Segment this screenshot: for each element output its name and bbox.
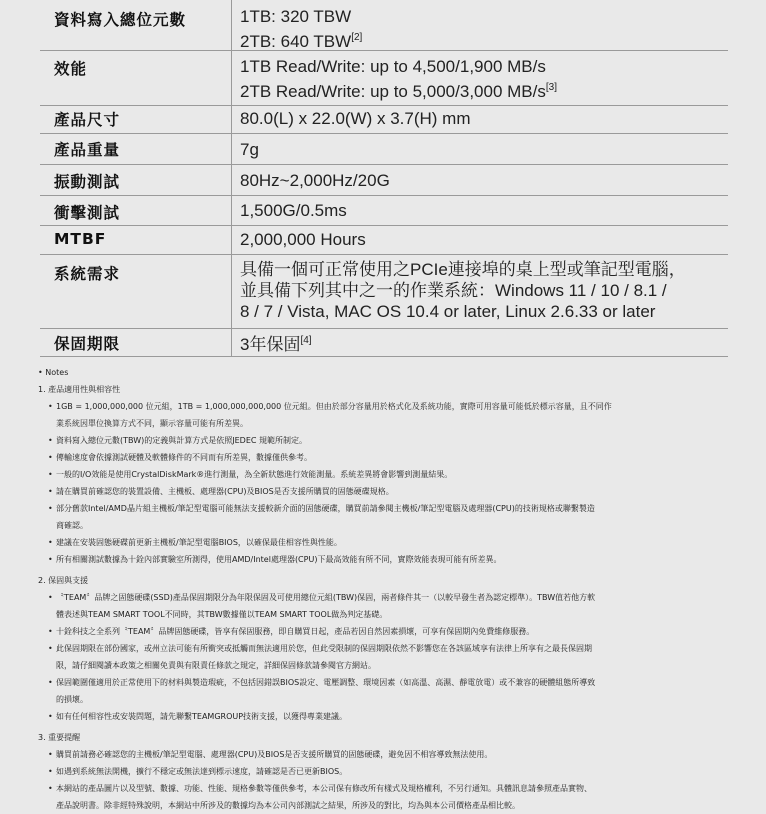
spec-label: 保固期限 [54, 335, 121, 353]
note-line: • 保固範圍僅適用於正常使用下的材料與製造瑕疵，不包括因錯誤BIOS設定、電壓調整、環境因素（如高溫、高濕、靜電放電）或不兼容的硬體組態所導致 [56, 678, 596, 687]
note-line: • 請在購買前確認您的裝置設備、主機板、處理器(CPU)及BIOS是否支援所購買的固態硬碟規格。 [56, 487, 394, 496]
spec-label: 系統需求 [54, 265, 121, 283]
note-item [38, 746, 738, 763]
footnote-ref: [3] [545, 82, 557, 93]
footnote-ref: [2] [351, 32, 363, 43]
note-line: • 十銓科技之全系列〝TEAM〞品牌固態硬碟，皆享有保固服務，即自購買日起，產品若因自然因素損壞，可享有保固期內免費維修服務。 [56, 627, 535, 636]
note-line: • 1GB = 1,000,000,000 位元組，1TB = 1,000,000,000,000 位元組。但由於部分容量用於格式化及系統功能，實際可用容量可能低於標示容量，且不同作 [56, 402, 612, 411]
note-line: 產品說明書。除非經特殊說明，本網站中所涉及的數據均為本公司內部測試之結果，所涉及的對比，均為與本公司價格產品相比較。 [56, 801, 520, 810]
spec-value-line: 8 / 7 / Vista, MAC OS 10.4 or later, Linux 2.6.33 or later [240, 302, 656, 321]
spec-value-line: 2,000,000 Hours [240, 230, 366, 249]
note-item [38, 483, 738, 500]
spec-value-line: 80.0(L) x 22.0(W) x 3.7(H) mm [240, 109, 471, 128]
spec-value [231, 254, 728, 328]
notes-section-title: 1. 產品適用性與相容性 [38, 385, 121, 394]
note-line: • 建議在安裝固態硬碟前更新主機板/筆記型電腦BIOS，以確保最佳相容性與性能。 [56, 538, 342, 547]
spec-value [231, 164, 728, 195]
note-item [38, 534, 738, 551]
spec-value-line: 7g [240, 140, 259, 159]
spec-row [40, 195, 728, 226]
spec-label: MTBF [54, 230, 107, 248]
spec-label: 產品重量 [54, 141, 121, 159]
spec-value-line: 2TB Read/Write: up to 5,000/3,000 MB/s [240, 82, 546, 101]
spec-value-line: 1TB Read/Write: up to 4,500/1,900 MB/s [240, 57, 546, 76]
note-line: 商確認。 [56, 521, 88, 530]
note-line: 業系統因單位換算方式不同，顯示容量可能有所差異。 [56, 419, 248, 428]
note-item [38, 466, 738, 483]
notes-section-block [38, 572, 738, 725]
spec-row [40, 0, 728, 51]
note-line: • 一般的I/O效能是使用CrystalDiskMark®進行測量，為全新狀態進行效能測量。系統差異將會影響到測量結果。 [56, 470, 453, 479]
spec-value-line: 1,500G/0.5ms [240, 201, 347, 220]
spec-value [231, 195, 728, 225]
note-item [38, 589, 738, 623]
spec-value-line: 2TB: 640 TBW [240, 32, 352, 51]
note-item [38, 432, 738, 449]
spec-value [231, 0, 728, 50]
spec-label: 產品尺寸 [54, 111, 121, 129]
spec-row [40, 164, 728, 196]
spec-value-line: 80Hz~2,000Hz/20G [240, 171, 390, 190]
spec-value-line: 並具備下列其中之一的作業系統：Windows 11 / 10 / 8.1 / [240, 281, 667, 300]
notes-section-block [38, 381, 738, 568]
notes-section [38, 364, 738, 814]
spec-value-line: 具備一個可正常使用之PCIe連接埠的桌上型或筆記型電腦， [240, 260, 686, 279]
note-line: • 部分舊款Intel/AMD晶片組主機板/筆記型電腦可能無法支援較新介面的固態硬碟，購買前請參閱主機板/筆記型電腦及處理器(CPU)的技術規格或聯繫製造 [56, 504, 595, 513]
notes-section-block [38, 729, 738, 814]
note-line: • 傳輸速度會依據測試硬體及軟體條件的不同而有所差異，數據僅供參考。 [56, 453, 312, 462]
note-item [38, 449, 738, 466]
notes-heading: • Notes [38, 368, 69, 377]
spec-value [231, 133, 728, 164]
note-item [38, 623, 738, 640]
spec-row [40, 133, 728, 165]
spec-value [231, 328, 728, 356]
spec-label: 振動測試 [54, 173, 121, 191]
spec-row [40, 254, 728, 329]
note-item [38, 674, 738, 708]
spec-label: 衝擊測試 [54, 204, 121, 222]
note-item [38, 500, 738, 534]
note-line: 的損壞。 [56, 695, 88, 704]
note-line: • 資料寫入總位元數(TBW)的定義與計算方式是依照JEDEC 規範所制定。 [56, 436, 307, 445]
note-line: • 此保固期限在部份國家，或州立法可能有所衝突或抵觸而無法適用於您，但此受限制的保固期限依然不影響您在各該區域享有法律上所享有之最長保固期 [56, 644, 592, 653]
notes-section-title: 2. 保固與支援 [38, 576, 89, 585]
note-line: • 如有任何相容性或安裝問題，請先聯繫TEAMGROUP技術支援，以獲得專業建議。 [56, 712, 348, 721]
notes-section-title: 3. 重要提醒 [38, 733, 81, 742]
note-line: • 〝TEAM〞品牌之固態硬碟(SSD)產品保固期限分為年限保固及可使用總位元組(TBW)保固，兩者條件其一（以較早發生者為認定標準）。TBW值若他方軟 [56, 593, 596, 602]
note-line: 限，請仔細閱讀本政策之相關免責與有限責任條款之規定，詳細保固條款請參閱官方網站。 [56, 661, 376, 670]
spec-row [40, 328, 728, 357]
note-item [38, 763, 738, 780]
spec-value-line: 3年保固 [240, 335, 301, 354]
spec-row [40, 105, 728, 134]
spec-label: 效能 [54, 60, 88, 78]
spec-value [231, 225, 728, 254]
note-item [38, 551, 738, 568]
note-line: • 所有相關測試數據為十銓內部實驗室所測得，使用AMD/Intel處理器(CPU)下最高效能有所不同，實際效能表現可能有所差異。 [56, 555, 502, 564]
note-line: 體表述與TEAM SMART TOOL不同時，其TBW數據僅以TEAM SMART TOOL做為判定基礎。 [56, 610, 388, 619]
spec-value [231, 50, 728, 105]
note-line: • 購買前請務必確認您的主機板/筆記型電腦、處理器(CPU)及BIOS是否支援所購買的固態硬碟，避免因不相容導致無法使用。 [56, 750, 493, 759]
note-item [38, 640, 738, 674]
note-line: • 如遇到系統無法開機，擴行不穩定或無法達到標示速度，請確認是否已更新BIOS。 [56, 767, 348, 776]
spec-value [231, 105, 728, 133]
spec-label: 資料寫入總位元數 [54, 11, 187, 29]
spec-value-line: 1TB: 320 TBW [240, 7, 352, 26]
note-item [38, 708, 738, 725]
note-item [38, 398, 738, 432]
footnote-ref: [4] [300, 335, 312, 346]
note-item [38, 780, 738, 814]
note-line: • 本網站的產品圖片以及型號、數據、功能、性能、規格參數等僅供參考，本公司保有修改所有樣式及規格權利，不另行通知。具體訊息請參照產品實物、 [56, 784, 592, 793]
spec-row [40, 225, 728, 255]
spec-row [40, 50, 728, 106]
